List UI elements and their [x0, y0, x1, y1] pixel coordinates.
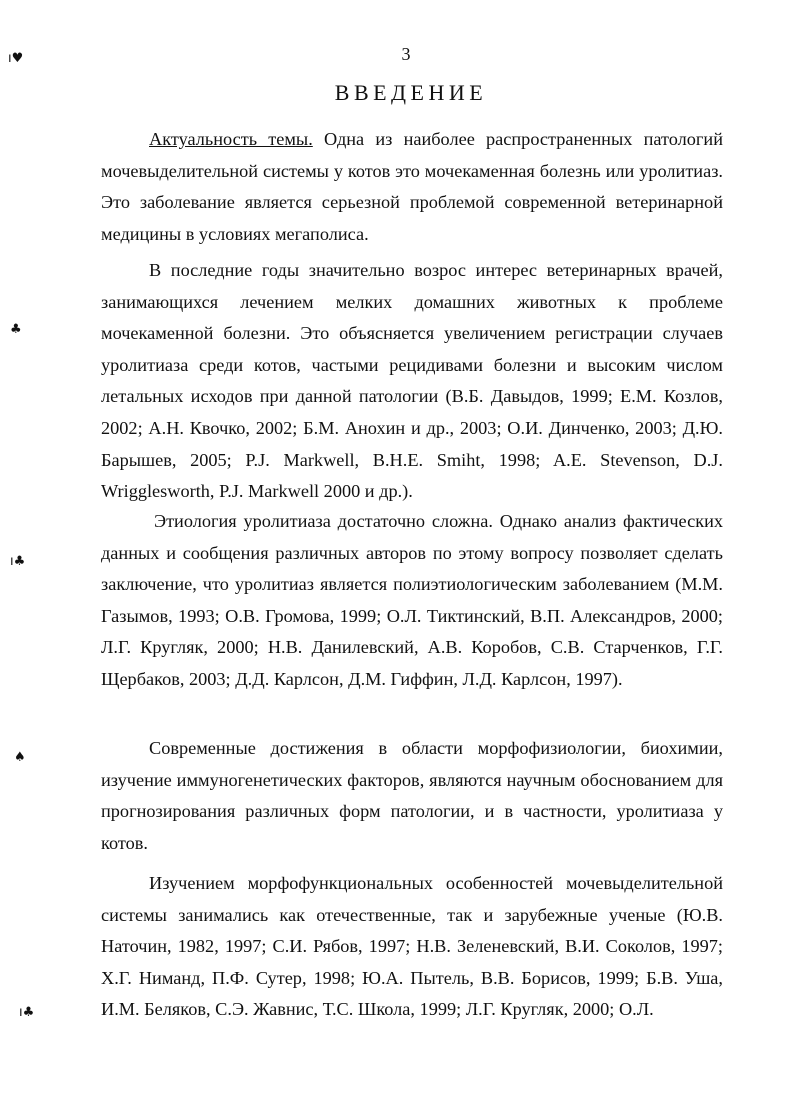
scan-mark-4: ♠: [14, 750, 26, 765]
page-number: 3: [401, 44, 411, 64]
paragraph-interest: В последние годы значительно возрос интерес ветеринарных врачей, занимающихся лечением мелких домашних животных к проблеме мочекаменной болезни. Это объясняется увеличением регистрации случаев уролитиаза среди котов, частыми рецидивами болезни и высоким числом летальных исходов при данной патологии (В.Б. Давыдов, 1999; Е.М. Козлов, 2002; А.Н. Квочко, 2002; Б.М. Анохин и др., 2003; О.И. Динченко, 2003; Д.Ю. Барышев, 2005; P.J. Markwell, B.H.E. Smiht, 1998; A.E. Stevenson, D.J. Wrigglesworth, P.J. Markwell 2000 и др.).: [101, 260, 723, 502]
scan-mark-5: ı♣: [19, 1005, 35, 1020]
scan-mark-3: ı♣: [10, 554, 26, 569]
paragraph-achievements: Современные достижения в области морфофизиологии, биохимии, изучение иммуногенетических факторов, являются научным обоснованием для прогнозирования различных форм патологии, и в частности, уролитиаза у котов.: [101, 738, 723, 853]
paragraph-etiology: Этиология уролитиаза достаточно сложна. Однако анализ фактических данных и сообщения различных авторов по этому вопросу позволяет сделать заключение, что уролитиаз является полиэтиологическим заболеванием (М.М. Газымов, 1993; О.В. Громова, 1999; О.Л. Тиктинский, В.П. Александров, 2000; Л.Г. Кругляк, 2000; Н.В. Данилевский, А.В. Коробов, С.В. Старченков, Г.Г. Щербаков, 2003; Д.Д. Карлсон, Д.М. Гиффин, Л.Д. Карлсон, 1997).: [101, 511, 723, 689]
paragraph-1-text: Одна из наиболее распространенных патологий мочевыделительной системы у котов это мочекаменная болезнь или уролитиаз. Это заболевание является серьезной проблемой современной ветеринарной медицины в условиях мегаполиса.: [101, 129, 723, 244]
paragraph-morphofunctional: Изучением морфофункциональных особенностей мочевыделительной системы занимались как отечественные, так и зарубежные ученые (Ю.В. Наточин, 1982, 1997; С.И. Рябов, 1997; Н.В. Зеленевский, В.И. Соколов, 1997; Х.Г. Ниманд, П.Ф. Сутер, 1998; Ю.А. Пытель, В.В. Борисов, 1999; Б.В. Уша, И.М. Беляков, С.Э. Жавнис, Т.С. Школа, 1999; Л.Г. Кругляк, 2000; О.Л.: [101, 873, 723, 1020]
scan-mark-1: ı♥: [8, 51, 24, 66]
scan-mark-2: ♣: [10, 322, 22, 337]
relevance-heading: Актуальность темы.: [149, 129, 313, 149]
page-title: ВВЕДЕНИЕ: [334, 80, 488, 105]
paragraph-relevance: [101, 124, 723, 250]
